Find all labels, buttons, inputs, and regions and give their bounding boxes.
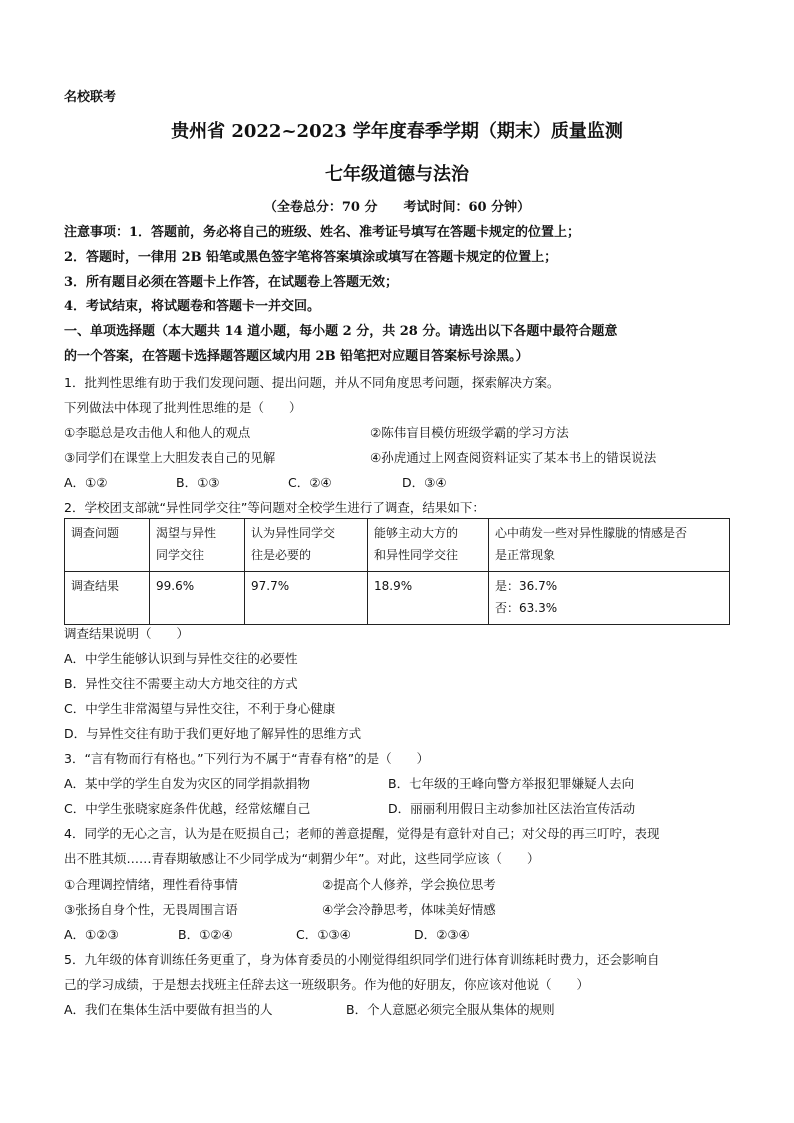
exam-title: 贵州省 2022~2023 学年度春季学期（期末）质量监测 — [171, 121, 623, 142]
table-cell — [489, 572, 730, 625]
q5-stem-line-1: 5．九年级的体育训练任务更重了，身为体育委员的小刚觉得组织同学们进行体育训练耗时费力，还会影响自 — [64, 952, 660, 967]
q3-option-c: C．中学生张晓家庭条件优越，经常炫耀自己 — [64, 801, 311, 816]
header-text: 往是必要的 — [251, 548, 312, 562]
q4-choice-c: C．①③④ — [296, 927, 351, 942]
q3-option-d: D．丽丽利用假日主动参加社区法治宣传活动 — [388, 801, 636, 816]
table-header-row — [65, 519, 730, 572]
exam-badge: 名校联考 — [64, 90, 117, 105]
header-text: 是正常现象 — [495, 548, 556, 562]
header-text: 调查问题 — [71, 526, 120, 540]
q4-stem-line-2: 出不胜其烦……青春期敏感让不少同学成为“刺猬少年”。对此，这些同学应该（ ） — [64, 851, 540, 866]
q1-choice-a: A．①② — [64, 475, 108, 490]
header-text: 同学交往 — [156, 548, 205, 562]
q1-stem-line-1: 1．批判性思维有助于我们发现问题、提出问题，并从不同角度思考问题，探索解决方案。 — [64, 375, 560, 390]
q1-choice-d: D．③④ — [402, 475, 447, 490]
q5-option-a: A．我们在集体生活中要做有担当的人 — [64, 1002, 273, 1017]
table-header-cell — [150, 519, 245, 572]
note-line-4: 4．考试结束，将试题卷和答题卡一并交回。 — [64, 299, 321, 314]
section-heading-line-2: 的一个答案，在答题卡选择题答题区域内用 2B 铅笔把对应题目答案标号涂黑。） — [64, 349, 529, 364]
q4-option-3: ③张扬自身个性，无畏周围言语 — [64, 902, 238, 917]
q4-option-2: ②提高个人修养，学会换位思考 — [322, 877, 496, 892]
q3-option-a: A．某中学的学生自发为灾区的同学捐款捐物 — [64, 776, 311, 791]
table-header-cell — [245, 519, 368, 572]
table-row — [65, 572, 730, 625]
q4-stem-line-1: 4．同学的无心之言，认为是在贬损自己；老师的善意提醒，觉得是有意针对自己；对父母的再三叮咛，表现 — [64, 826, 660, 841]
q1-option-4: ④孙虎通过上网查阅资料证实了某本书上的错误说法 — [370, 450, 657, 465]
header-text: 渴望与异性 — [156, 526, 217, 540]
q1-option-2: ②陈伟盲目模仿班级学霸的学习方法 — [370, 425, 569, 440]
q4-choice-d: D．②③④ — [414, 927, 470, 942]
q5-option-b: B．个人意愿必须完全服从集体的规则 — [346, 1002, 555, 1017]
q5-stem-line-2: 己的学习成绩，于是想去找班主任辞去这一班级职务。作为他的好朋友，你应该对他说（ ） — [64, 977, 590, 992]
q1-option-1: ①李聪总是攻击他人和他人的观点 — [64, 425, 251, 440]
score-info: （全卷总分：70 分 考试时间：60 分钟） — [263, 200, 531, 215]
table-cell: 99.6% — [150, 572, 245, 625]
q2-stem: 2．学校团支部就“异性同学交往”等问题对全校学生进行了调查，结果如下： — [64, 500, 485, 515]
q1-option-3: ③同学们在课堂上大胆发表自己的见解 — [64, 450, 276, 465]
table-row-label: 调查结果 — [65, 572, 150, 625]
q1-choice-b: B．①③ — [176, 475, 220, 490]
q2-question: 调查结果说明（ ） — [64, 626, 190, 641]
table-cell: 97.7% — [245, 572, 368, 625]
note-line-3: 3．所有题目必须在答题卡上作答，在试题卷上答题无效； — [64, 275, 399, 290]
survey-table — [64, 518, 730, 625]
table-header-cell — [368, 519, 489, 572]
q4-option-4: ④学会冷静思考，体味美好情感 — [322, 902, 496, 917]
q3-option-b: B．七年级的王峰向警方举报犯罪嫌疑人去向 — [388, 776, 635, 791]
header-text: 能够主动大方的 — [374, 526, 459, 540]
section-heading-line-1: 一、单项选择题（本大题共 14 道小题，每小题 2 分，共 28 分。请选出以下各题中最符合题意 — [64, 324, 618, 339]
header-text: 心中萌发一些对异性朦胧的情感是否 — [495, 526, 688, 540]
q2-option-c: C．中学生非常渴望与异性交往，不利于身心健康 — [64, 701, 336, 716]
q1-stem-line-2: 下列做法中体现了批判性思维的是（ ） — [64, 400, 302, 415]
note-line-1: 注意事项：1．答题前，务必将自己的班级、姓名、准考证号填写在答题卡规定的位置上； — [64, 225, 581, 240]
table-header-cell — [65, 519, 150, 572]
exam-subject: 七年级道德与法治 — [325, 164, 469, 185]
q4-choice-b: B．①②④ — [178, 927, 233, 942]
q4-option-1: ①合理调控情绪，理性看待事情 — [64, 877, 238, 892]
table-header-cell — [489, 519, 730, 572]
q2-option-d: D．与异性交往有助于我们更好地了解异性的思维方式 — [64, 726, 362, 741]
result-yes: 是：36.7% — [495, 579, 558, 593]
table-cell: 18.9% — [368, 572, 489, 625]
header-text: 和异性同学交往 — [374, 548, 459, 562]
q4-choice-a: A．①②③ — [64, 927, 119, 942]
q2-option-b: B．异性交往不需要主动大方地交往的方式 — [64, 676, 298, 691]
q3-stem: 3．“言有物而行有格也。”下列行为不属于“青春有格”的是（ ） — [64, 751, 430, 766]
q2-option-a: A．中学生能够认识到与异性交往的必要性 — [64, 651, 298, 666]
header-text: 认为异性同学交 — [251, 526, 336, 540]
result-no: 否：63.3% — [495, 601, 558, 615]
note-line-2: 2．答题时，一律用 2B 铅笔或黑色签字笔将答案填涂或填写在答题卡规定的位置上； — [64, 250, 558, 265]
q1-choice-c: C．②④ — [288, 475, 332, 490]
